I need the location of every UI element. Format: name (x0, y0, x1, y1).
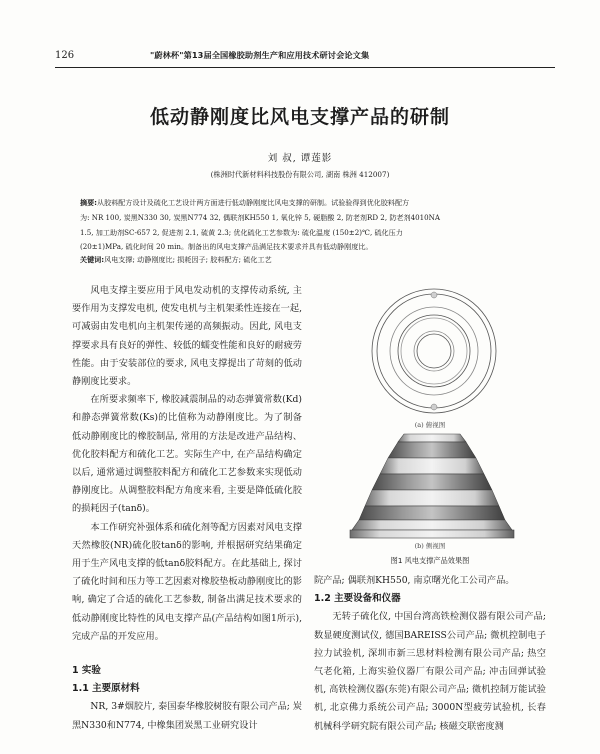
figure-caption: 图1 风电支撑产品效果图 (390, 556, 470, 565)
abstract-label: 摘要: (80, 198, 98, 207)
abstract-line-3: 1.5, 加工助剂SC-657 2, 促进剂 2.1, 硫黄 2.3; 优化硫化工艺参数为: 硫化温度 (150±2)℃, 硫化压力 (80, 227, 403, 237)
section-1-2-text: 无转子硫化仪, 中国台湾高铁检测仪器有限公司产品; 数显硬度测试仪, 德国BAREISS公司产品; 微机控制电子拉力试验机, 深圳市新三思材料检测有限公司产品; 热空气老化箱, 上海实验仪器厂有限公司产品; 冲击回弹试验机, 高铁检测仪器(东莞)有限公司产品; 微机控制万能试验机, 北京佛力系统公司产品; 3000N型疲劳试验机, 长春机械科学研究院有限公司产品; 核磁交联密度测 (314, 611, 546, 732)
outer-ring-inner (377, 294, 491, 408)
keywords (80, 255, 528, 265)
right-column (314, 572, 546, 736)
header-rule (55, 67, 555, 68)
continued-text: 院产品; 偶联剂KH550, 南京曙光化工公司产品。 (314, 575, 515, 586)
abstract-line-4: (20±1)MPa, 硫化时间 20 min。制备出的风电支撑产品满足技术要求并具有低动静刚度比。 (80, 242, 373, 252)
article-title: 低动静刚度比风电支撑产品的研制 (149, 106, 450, 128)
section-1-heading: 1 实验 (72, 665, 101, 677)
running-title: "蔚林杯"第13届全国橡胶助剂生产和应用技术研讨会论文集 (150, 50, 370, 60)
left-column (72, 282, 302, 735)
keywords-text: 风电支撑; 动静刚度比; 损耗因子; 胶料配方; 硫化工艺 (104, 255, 272, 264)
section-1-2-heading: 1.2 主要设备和仪器 (314, 593, 401, 605)
authors: 刘 叔, 谭莲影 (267, 153, 333, 164)
keywords-label: 关键词: (80, 255, 105, 264)
outer-ring-outer (372, 289, 496, 413)
abstract-line-2: 为: NR 100, 炭黑N330 30, 炭黑N774 32, 偶联剂KH550 1, 氧化锌 5, 硬脂酸 2, 防老剂RD 2, 防老剂4010NA (80, 212, 440, 222)
abstract-line-1: 摘要:从胶料配方设计及硫化工艺设计两方面进行低动静刚度比风电支撑的研制。试验验得到优化胶料配方 (80, 198, 410, 207)
figure-sub-a-caption: (a) 俯视图 (414, 421, 446, 429)
figure-sub-b-caption: (b) 侧视图 (414, 542, 446, 550)
affiliation: (株洲时代新材料科技股份有限公司, 湖南 株洲 412007) (210, 170, 390, 179)
figure-top-view (354, 286, 514, 416)
intro-paragraph-2: 在所要求频率下, 橡胶减震制品的动态弹簧常数(Kd)和静态弹簧常数(Ks)的比值称为动静刚度比。为了制备低动静刚度比的橡胶制品, 常用的方法是改进产品结构、优化胶料配方和硫化工艺。实际生产中, 在产品结构确定以后, 通常通过调整胶料配方和硫化工艺参数来实现低动静刚度比。从调整胶料配方角度来看, 主要是降低硫化胶的损耗因子(tanδ)。 (72, 394, 302, 515)
abstract (80, 196, 528, 255)
page-number: 126 (55, 50, 75, 61)
intro-paragraph-1: 风电支撑主要应用于风电发动机的支撑传动系统, 主要作用为支撑发电机, 使发电机与主机架柔性连接在一起, 可减弱由发电机向主机架传递的高频振动。因此, 风电支撑要求具有良好的弹性、较低的蠕变性能和良好的耐疲劳性能。由于安装部位的要求, 风电支撑提出了苛刻的低动静刚度比要求。 (72, 285, 302, 388)
figure-side-view (342, 428, 522, 544)
intro-paragraph-3: 本工作研究补强体系和硫化剂等配方因素对风电支撑天然橡胶(NR)硫化胶tanδ的影响, 并根据研究结果确定用于生产风电支撑的低tanδ胶料配方。在此基础上, 探讨了硫化时间和压力等工艺因素对橡胶垫板动静刚度比的影响, 确定了合适的硫化工艺参数, 制备出满足技术要求的低动静刚度比特性的风电支撑产品(产品结构如图1所示), 完成产品的开发应用。 (72, 521, 302, 642)
section-1-1-heading: 1.1 主要原材料 (72, 683, 140, 695)
section-1-1-text: NR, 3#烟胶片, 泰国泰华橡胶树胶有限公司产品; 炭黑N330和N774, 中橡集团炭黑工业研究设计 (72, 701, 302, 731)
